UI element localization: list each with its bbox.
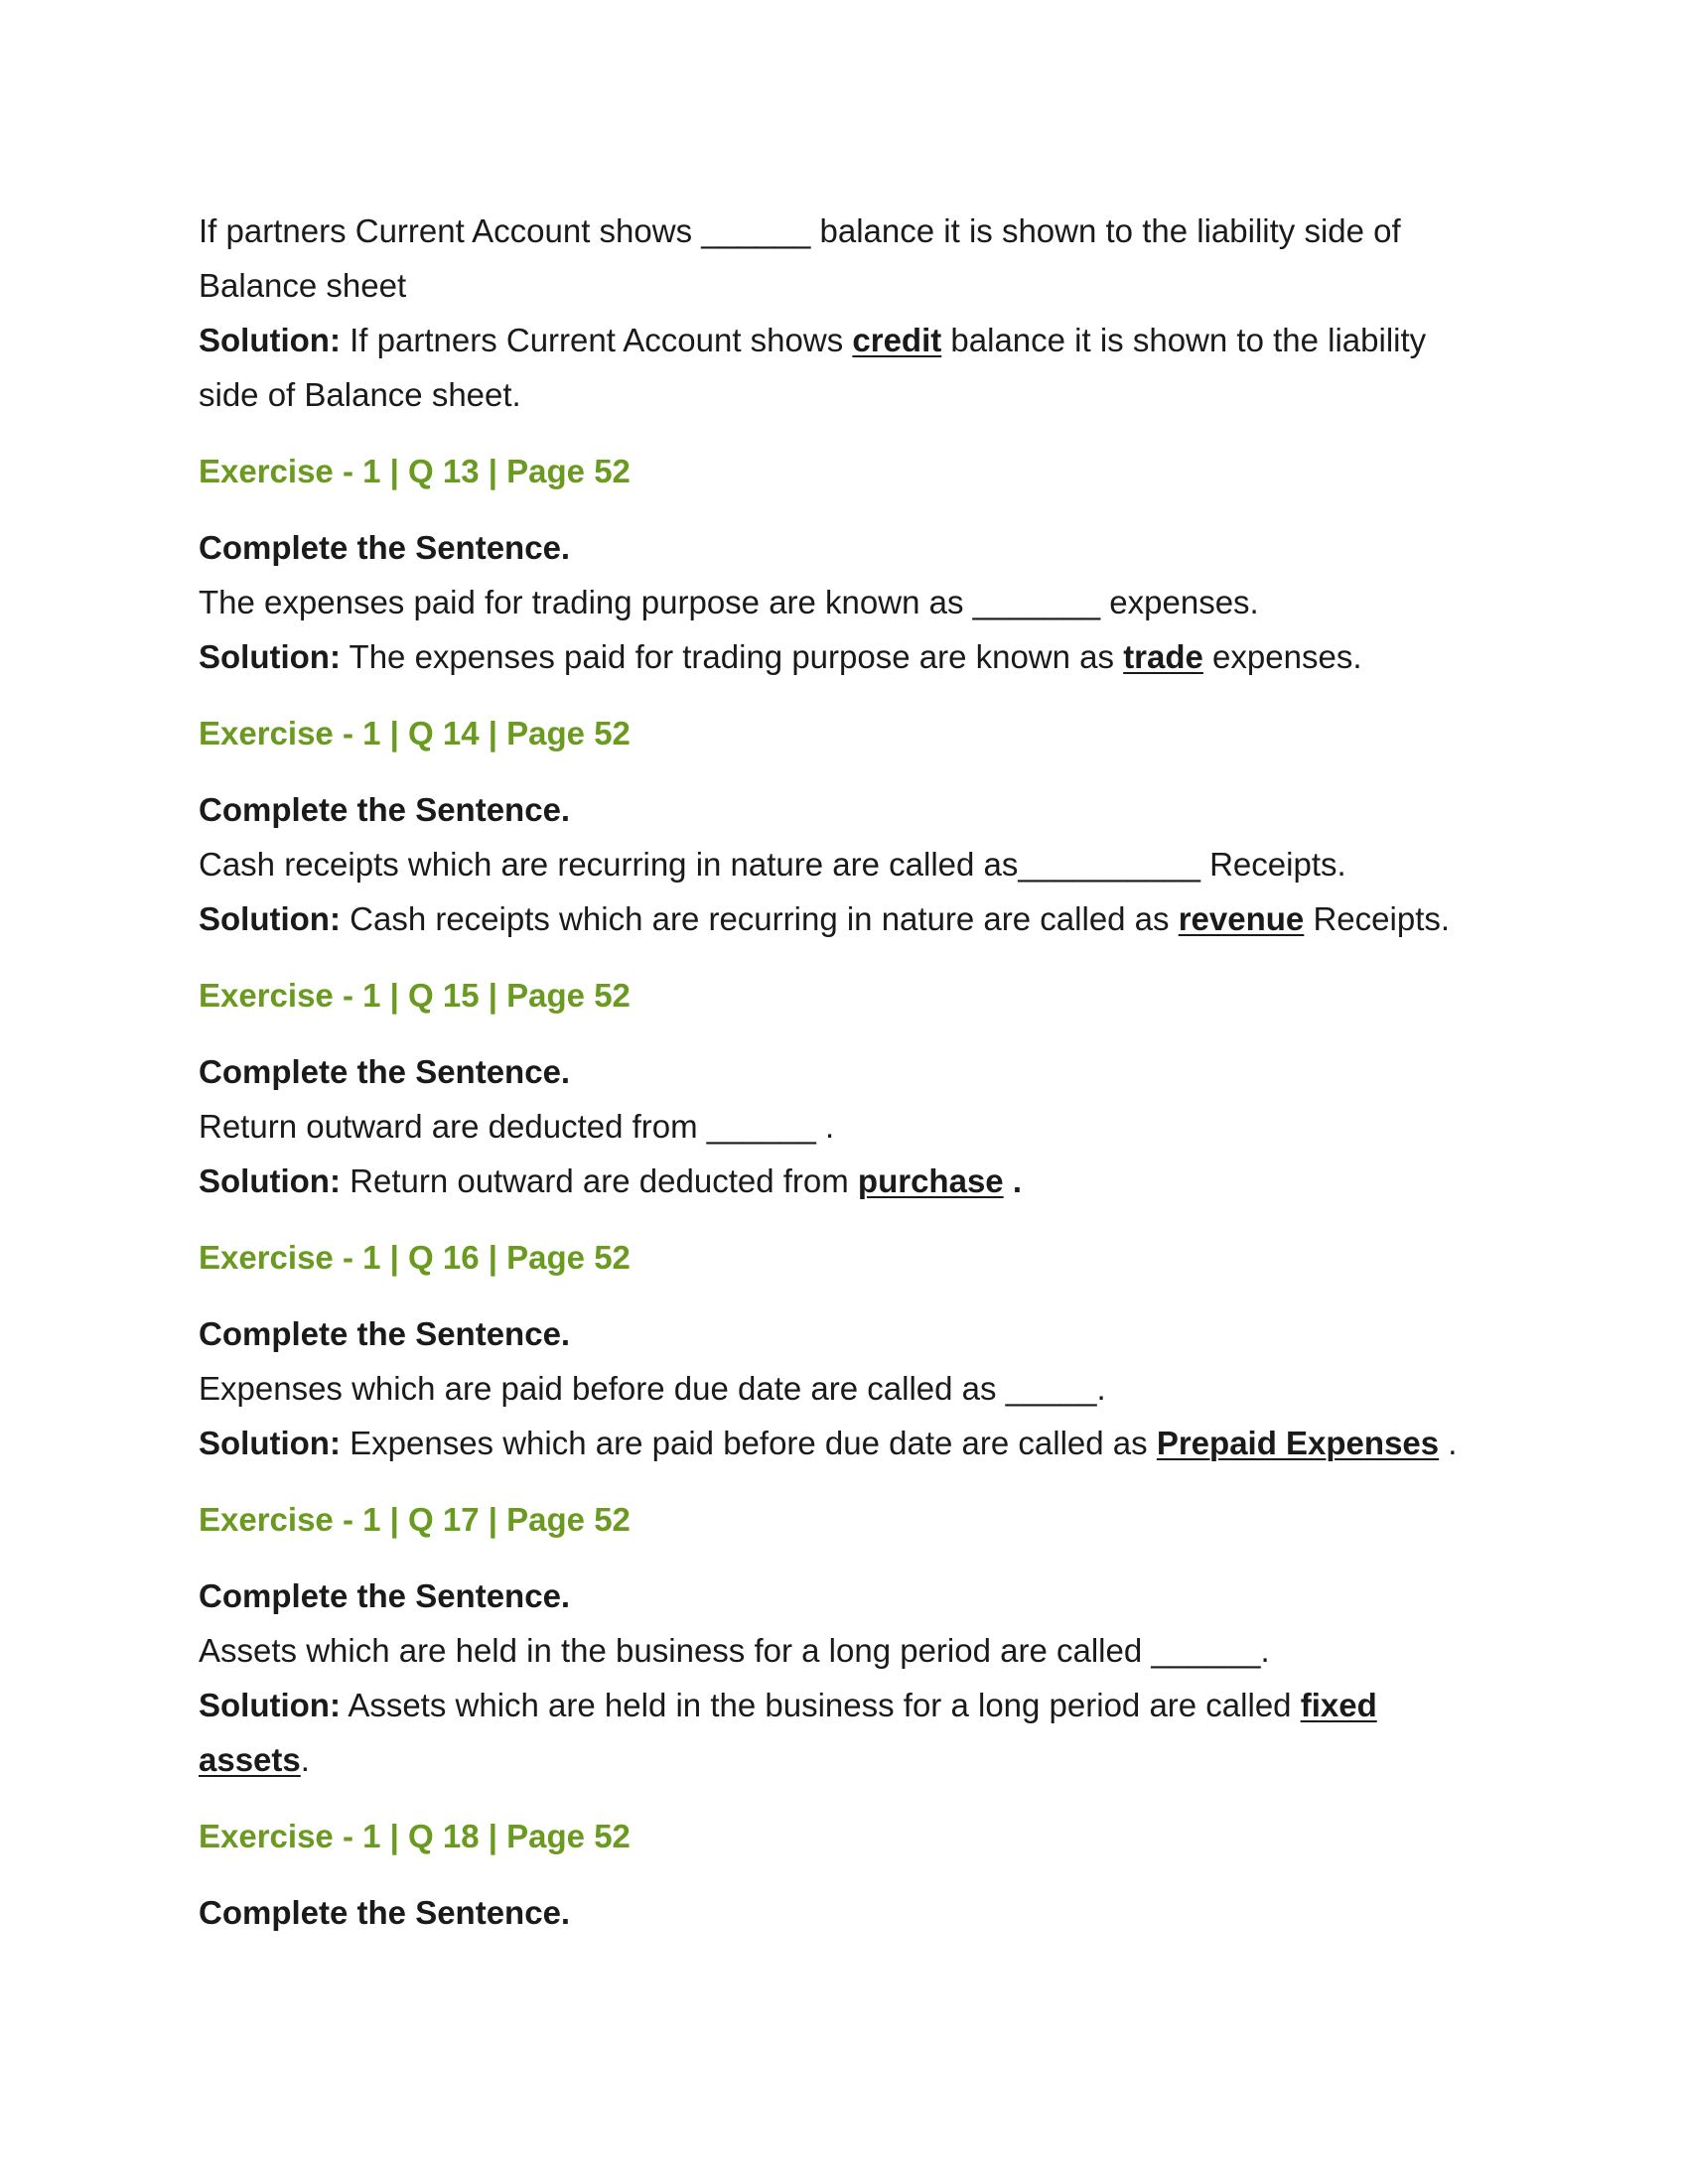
exercise-heading: Exercise - 1 | Q 14 | Page 52 xyxy=(199,715,631,751)
exercise-prompt: Complete the Sentence. xyxy=(199,791,571,828)
solution-answer: purchase xyxy=(857,1162,1004,1199)
solution-label: Solution: xyxy=(199,1162,341,1199)
exercise-prompt: Complete the Sentence. xyxy=(199,529,571,566)
document-page xyxy=(199,204,1489,1940)
exercise-heading: Exercise - 1 | Q 16 | Page 52 xyxy=(199,1239,631,1276)
question-text: If partners Current Account shows ______ balance it is shown to the liability side of Balance sheet xyxy=(199,212,1401,304)
solution-after: . xyxy=(300,1741,310,1778)
exercise-heading: Exercise - 1 | Q 18 | Page 52 xyxy=(199,1818,631,1854)
solution-after: . xyxy=(1003,1162,1022,1199)
exercise-heading: Exercise - 1 | Q 17 | Page 52 xyxy=(199,1501,631,1538)
solution-before: Return outward are deducted from xyxy=(340,1162,858,1199)
exercise-prompt: Complete the Sentence. xyxy=(199,1577,571,1614)
exercise-heading: Exercise - 1 | Q 13 | Page 52 xyxy=(199,453,631,489)
solution-answer: credit xyxy=(852,322,942,358)
exercise-prompt: Complete the Sentence. xyxy=(199,1053,571,1090)
exercise-13 xyxy=(199,444,1489,684)
question-text: Return outward are deducted from ______ . xyxy=(199,1108,835,1145)
solution-before: Cash receipts which are recurring in nature are called as xyxy=(340,900,1179,937)
solution-after: expenses. xyxy=(1202,638,1362,675)
solution-text xyxy=(199,891,1489,946)
solution-after: balance it is shown to the liability side of Balance sheet. xyxy=(199,322,1427,413)
question-text: Cash receipts which are recurring in nature are called as__________ Receipts. xyxy=(199,846,1346,883)
solution-text xyxy=(199,1154,1489,1208)
solution-after: . xyxy=(1439,1425,1458,1461)
solution-before: If partners Current Account shows xyxy=(340,322,853,358)
intro-block xyxy=(199,204,1489,422)
exercise-prompt: Complete the Sentence. xyxy=(199,1315,571,1352)
solution-before: Expenses which are paid before due date are called as xyxy=(340,1425,1157,1461)
solution-label: Solution: xyxy=(199,1687,341,1723)
exercise-17 xyxy=(199,1492,1489,1787)
solution-label: Solution: xyxy=(199,638,341,675)
question-text: The expenses paid for trading purpose are known as _______ expenses. xyxy=(199,584,1259,620)
question-text: Assets which are held in the business for a long period are called ______. xyxy=(199,1632,1270,1669)
exercise-prompt: Complete the Sentence. xyxy=(199,1894,571,1931)
solution-text xyxy=(199,629,1489,684)
solution-text xyxy=(199,313,1489,422)
solution-before: The expenses paid for trading purpose are known as xyxy=(340,638,1124,675)
solution-label: Solution: xyxy=(199,1425,341,1461)
solution-label: Solution: xyxy=(199,900,341,937)
exercise-18 xyxy=(199,1809,1489,1940)
solution-text xyxy=(199,1416,1489,1470)
exercise-15 xyxy=(199,968,1489,1208)
solution-text xyxy=(199,1678,1489,1787)
solution-after: Receipts. xyxy=(1304,900,1451,937)
solution-before: Assets which are held in the business for a long period are called xyxy=(340,1687,1301,1723)
solution-label: Solution: xyxy=(199,322,341,358)
exercise-heading: Exercise - 1 | Q 15 | Page 52 xyxy=(199,977,631,1014)
solution-answer: revenue xyxy=(1178,900,1305,937)
solution-answer: trade xyxy=(1123,638,1203,675)
exercise-16 xyxy=(199,1230,1489,1470)
question-text: Expenses which are paid before due date are called as _____. xyxy=(199,1370,1106,1407)
exercise-14 xyxy=(199,706,1489,946)
solution-answer: fixed assets xyxy=(199,1687,1377,1778)
solution-answer: Prepaid Expenses xyxy=(1156,1425,1440,1461)
